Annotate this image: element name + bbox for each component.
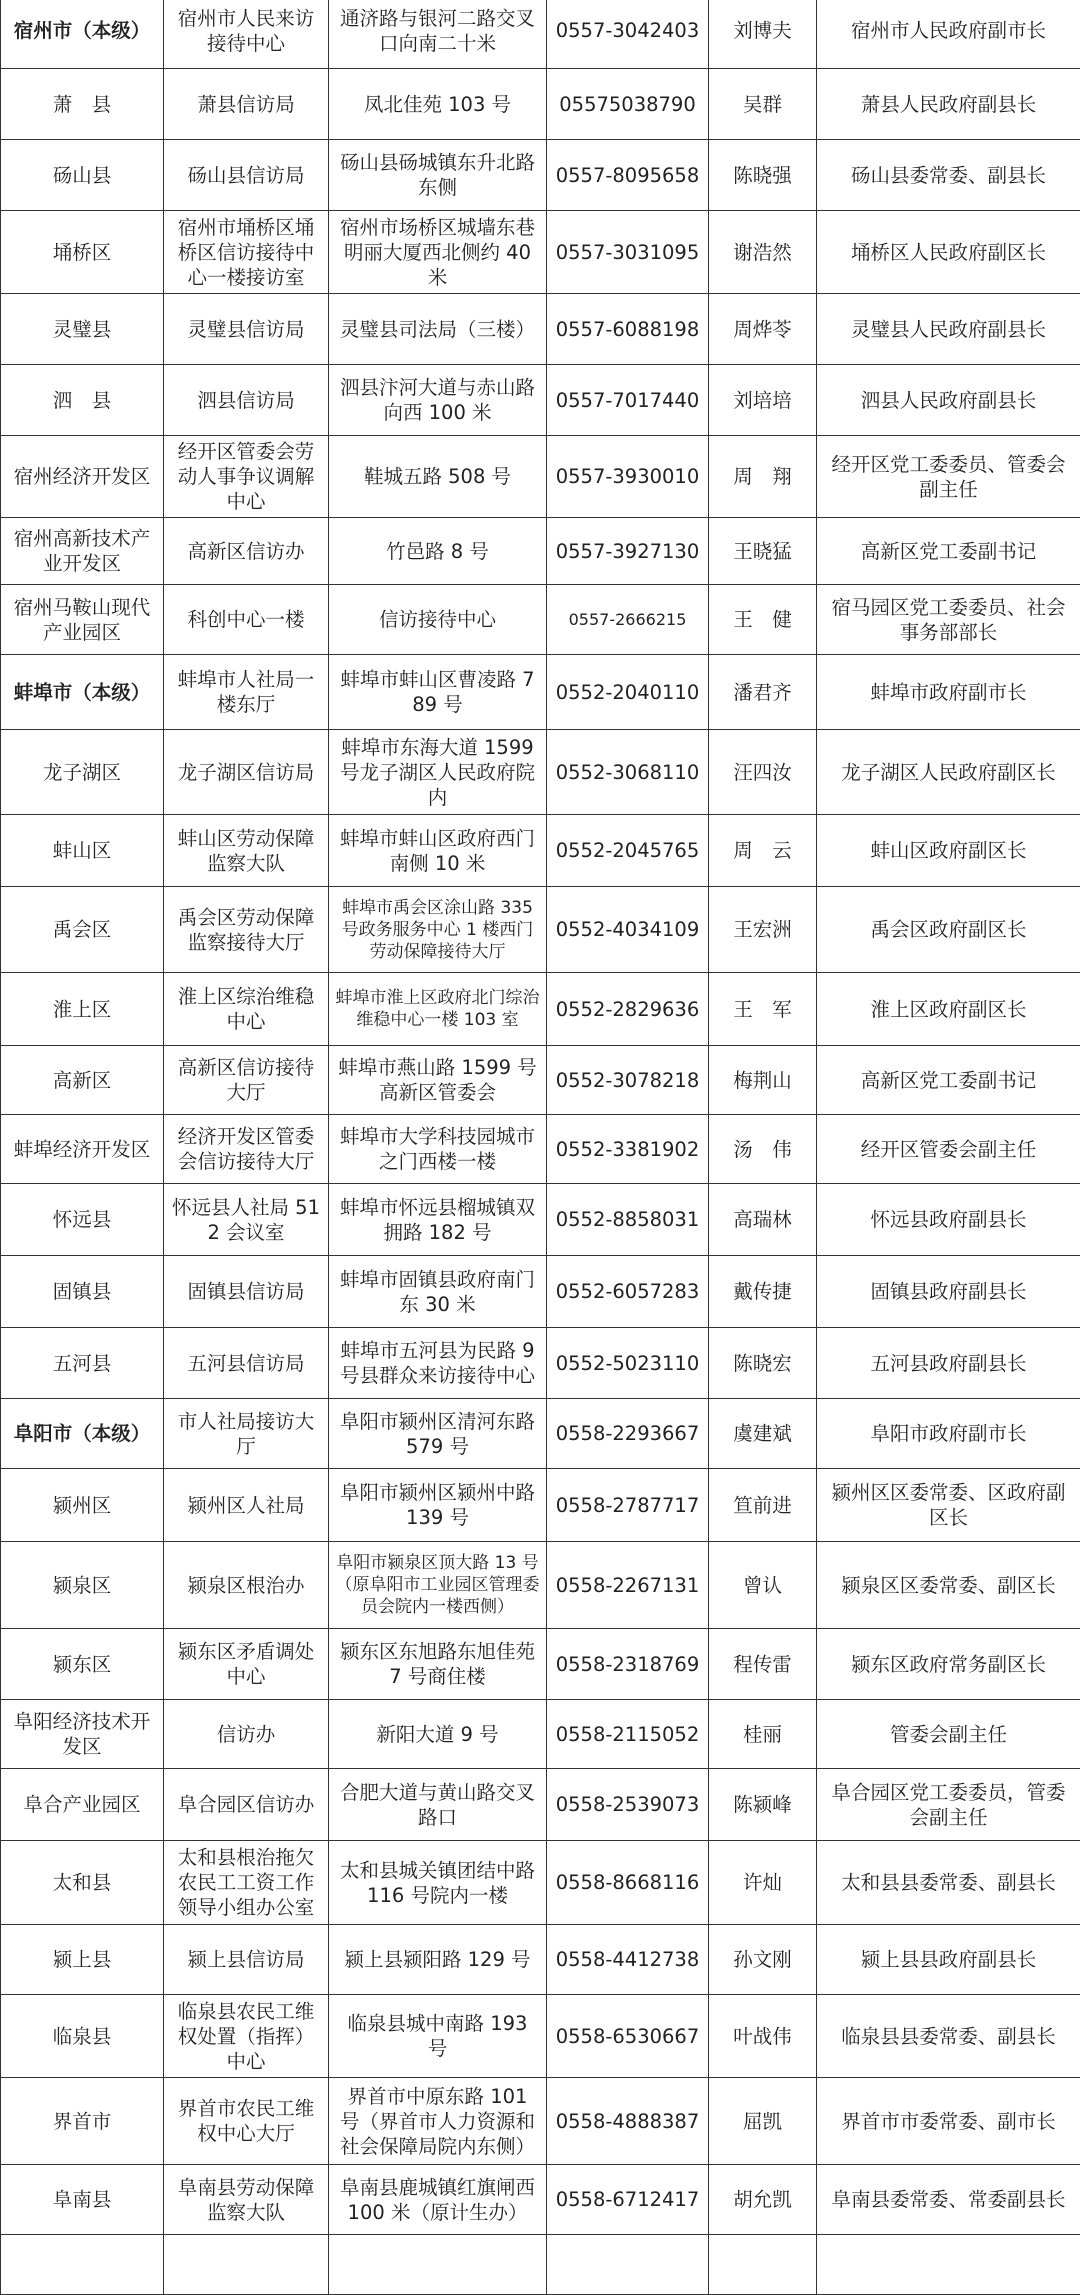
agency-cell: 颍东区矛盾调处中心 [164, 1629, 329, 1700]
agency-cell: 科创中心一楼 [164, 585, 329, 655]
person-cell: 王 军 [709, 973, 817, 1046]
address-cell: 蚌埠市蚌山区政府西门南侧 10 米 [329, 815, 547, 887]
address-cell: 阜阳市颍州区颍州中路 139 号 [329, 1469, 547, 1542]
region-cell: 五河县 [1, 1328, 164, 1399]
address-cell: 鞋城五路 508 号 [329, 436, 547, 518]
phone-cell: 0557-3031095 [547, 211, 709, 294]
region-cell: 颍东区 [1, 1629, 164, 1700]
agency-cell [164, 2235, 329, 2295]
title-cell: 太和县县委常委、副县长 [817, 1841, 1080, 1925]
person-cell [709, 2235, 817, 2295]
region-cell: 临泉县 [1, 1995, 164, 2078]
table-row [1, 585, 1080, 655]
person-cell: 程传雷 [709, 1629, 817, 1700]
region-cell: 颍泉区 [1, 1542, 164, 1629]
region-cell [1, 2235, 164, 2295]
phone-cell: 0558-4888387 [547, 2078, 709, 2165]
table-row [1, 294, 1080, 365]
title-cell: 临泉县县委常委、副县长 [817, 1995, 1080, 2078]
phone-cell: 0558-2267131 [547, 1542, 709, 1629]
table-row [1, 2165, 1080, 2235]
person-cell: 刘博夫 [709, 0, 817, 69]
table-row [1, 1399, 1080, 1469]
phone-cell: 0552-8858031 [547, 1184, 709, 1256]
phone-cell: 0552-2040110 [547, 655, 709, 730]
region-cell: 阜阳经济技术开发区 [1, 1700, 164, 1769]
person-cell: 叶战伟 [709, 1995, 817, 2078]
address-cell: 竹邑路 8 号 [329, 518, 547, 585]
phone-cell: 0558-2539073 [547, 1769, 709, 1841]
title-cell: 高新区党工委副书记 [817, 1046, 1080, 1115]
region-cell: 宿州马鞍山现代产业园区 [1, 585, 164, 655]
person-cell: 汪四汝 [709, 730, 817, 815]
address-cell [329, 2235, 547, 2295]
table-row [1, 518, 1080, 585]
table-row [1, 655, 1080, 730]
table-row [1, 1115, 1080, 1184]
phone-cell: 0552-3381902 [547, 1115, 709, 1184]
phone-cell: 0552-5023110 [547, 1328, 709, 1399]
title-cell: 阜南县委常委、常委副县长 [817, 2165, 1080, 2235]
person-cell: 屈凯 [709, 2078, 817, 2165]
agency-cell: 五河县信访局 [164, 1328, 329, 1399]
agency-cell: 宿州市埇桥区埇桥区信访接待中心一楼接访室 [164, 211, 329, 294]
region-cell: 蚌埠市（本级） [1, 655, 164, 730]
phone-cell: 05575038790 [547, 69, 709, 140]
table-row [1, 1256, 1080, 1328]
agency-cell: 宿州市人民来访接待中心 [164, 0, 329, 69]
region-cell: 龙子湖区 [1, 730, 164, 815]
phone-cell: 0558-2293667 [547, 1399, 709, 1469]
phone-cell: 0558-2318769 [547, 1629, 709, 1700]
title-cell [817, 2235, 1080, 2295]
person-cell: 陈晓宏 [709, 1328, 817, 1399]
title-cell: 宿马园区党工委委员、社会事务部部长 [817, 585, 1080, 655]
phone-cell: 0552-4034109 [547, 887, 709, 973]
title-cell: 颍州区区委常委、区政府副区长 [817, 1469, 1080, 1542]
agency-cell: 蚌山区劳动保障监察大队 [164, 815, 329, 887]
person-cell: 梅荆山 [709, 1046, 817, 1115]
title-cell: 泗县人民政府副县长 [817, 365, 1080, 436]
person-cell: 王晓猛 [709, 518, 817, 585]
person-cell: 周 翔 [709, 436, 817, 518]
address-cell: 灵璧县司法局（三楼） [329, 294, 547, 365]
address-cell: 蚌埠市禹会区涂山路 335 号政务服务中心 1 楼西门劳动保障接待大厅 [329, 887, 547, 973]
person-cell: 戴传捷 [709, 1256, 817, 1328]
address-cell: 太和县城关镇团结中路 116 号院内一楼 [329, 1841, 547, 1925]
region-cell: 砀山县 [1, 140, 164, 211]
region-cell: 颍州区 [1, 1469, 164, 1542]
table-row [1, 1184, 1080, 1256]
phone-cell: 0558-2115052 [547, 1700, 709, 1769]
table-row [1, 0, 1080, 69]
agency-cell: 蚌埠市人社局一楼东厅 [164, 655, 329, 730]
person-cell: 虞建斌 [709, 1399, 817, 1469]
title-cell: 蚌山区政府副区长 [817, 815, 1080, 887]
region-cell: 固镇县 [1, 1256, 164, 1328]
table-row [1, 1925, 1080, 1995]
region-cell: 阜南县 [1, 2165, 164, 2235]
title-cell: 砀山县委常委、副县长 [817, 140, 1080, 211]
address-cell: 新阳大道 9 号 [329, 1700, 547, 1769]
table-row [1, 1328, 1080, 1399]
agency-cell: 淮上区综治维稳中心 [164, 973, 329, 1046]
agency-cell: 颍上县信访局 [164, 1925, 329, 1995]
person-cell: 陈颍峰 [709, 1769, 817, 1841]
table-row [1, 2078, 1080, 2165]
agency-cell: 高新区信访接待大厅 [164, 1046, 329, 1115]
person-cell: 胡允凯 [709, 2165, 817, 2235]
table-row [1, 730, 1080, 815]
agency-cell: 临泉县农民工维权处置（指挥）中心 [164, 1995, 329, 2078]
title-cell: 阜阳市政府副市长 [817, 1399, 1080, 1469]
agency-cell: 固镇县信访局 [164, 1256, 329, 1328]
phone-cell [547, 2235, 709, 2295]
title-cell: 颍上县县政府副县长 [817, 1925, 1080, 1995]
address-cell: 合肥大道与黄山路交叉路口 [329, 1769, 547, 1841]
agency-cell: 阜南县劳动保障监察大队 [164, 2165, 329, 2235]
region-cell: 怀远县 [1, 1184, 164, 1256]
title-cell: 龙子湖区人民政府副区长 [817, 730, 1080, 815]
title-cell: 高新区党工委副书记 [817, 518, 1080, 585]
region-cell: 阜合产业园区 [1, 1769, 164, 1841]
agency-cell: 阜合园区信访办 [164, 1769, 329, 1841]
agency-cell: 信访办 [164, 1700, 329, 1769]
agency-cell: 经开区管委会劳动人事争议调解中心 [164, 436, 329, 518]
address-cell: 蚌埠市固镇县政府南门东 30 米 [329, 1256, 547, 1328]
address-cell: 蚌埠市怀远县榴城镇双拥路 182 号 [329, 1184, 547, 1256]
title-cell: 界首市市委常委、副市长 [817, 2078, 1080, 2165]
agency-cell: 怀远县人社局 512 会议室 [164, 1184, 329, 1256]
person-cell: 陈晓强 [709, 140, 817, 211]
person-cell: 笪前进 [709, 1469, 817, 1542]
address-cell: 蚌埠市淮上区政府北门综治维稳中心一楼 103 室 [329, 973, 547, 1046]
title-cell: 经开区党工委委员、管委会副主任 [817, 436, 1080, 518]
person-cell: 吴群 [709, 69, 817, 140]
person-cell: 孙文刚 [709, 1925, 817, 1995]
address-cell: 阜阳市颍州区清河东路 579 号 [329, 1399, 547, 1469]
title-cell: 固镇县政府副县长 [817, 1256, 1080, 1328]
title-cell: 经开区管委会副主任 [817, 1115, 1080, 1184]
agency-cell: 经济开发区管委会信访接待大厅 [164, 1115, 329, 1184]
table-row [1, 1542, 1080, 1629]
agency-cell: 禹会区劳动保障监察接待大厅 [164, 887, 329, 973]
person-cell: 曾认 [709, 1542, 817, 1629]
address-cell: 蚌埠市大学科技园城市之门西楼一楼 [329, 1115, 547, 1184]
address-cell: 阜阳市颍泉区顶大路 13 号（原阜阳市工业园区管理委员会院内一楼西侧） [329, 1542, 547, 1629]
address-cell: 凤北佳苑 103 号 [329, 69, 547, 140]
person-cell: 王宏洲 [709, 887, 817, 973]
address-cell: 蚌埠市东海大道 1599 号龙子湖区人民政府院内 [329, 730, 547, 815]
address-cell: 颍东区东旭路东旭佳苑 7 号商住楼 [329, 1629, 547, 1700]
agency-cell: 界首市农民工维权中心大厅 [164, 2078, 329, 2165]
person-cell: 高瑞林 [709, 1184, 817, 1256]
table-row [1, 1046, 1080, 1115]
title-cell: 蚌埠市政府副市长 [817, 655, 1080, 730]
title-cell: 阜合园区党工委委员，管委会副主任 [817, 1769, 1080, 1841]
region-cell: 禹会区 [1, 887, 164, 973]
table-row [1, 887, 1080, 973]
phone-cell: 0552-3078218 [547, 1046, 709, 1115]
region-cell: 萧 县 [1, 69, 164, 140]
agency-cell: 太和县根治拖欠农民工工资工作领导小组办公室 [164, 1841, 329, 1925]
phone-cell: 0558-6712417 [547, 2165, 709, 2235]
table-row [1, 1995, 1080, 2078]
table-row [1, 365, 1080, 436]
phone-cell: 0552-6057283 [547, 1256, 709, 1328]
phone-cell: 0557-3042403 [547, 0, 709, 69]
address-cell: 蚌埠市燕山路 1599 号高新区管委会 [329, 1046, 547, 1115]
person-cell: 桂丽 [709, 1700, 817, 1769]
table-row [1, 1469, 1080, 1542]
table-row [1, 973, 1080, 1046]
person-cell: 周烨苓 [709, 294, 817, 365]
region-cell: 颍上县 [1, 1925, 164, 1995]
phone-cell: 0552-2045765 [547, 815, 709, 887]
title-cell: 颍泉区区委常委、副区长 [817, 1542, 1080, 1629]
person-cell: 周 云 [709, 815, 817, 887]
person-cell: 王 健 [709, 585, 817, 655]
title-cell: 淮上区政府副区长 [817, 973, 1080, 1046]
phone-cell: 0557-2666215 [547, 585, 709, 655]
agency-cell: 高新区信访办 [164, 518, 329, 585]
phone-cell: 0557-7017440 [547, 365, 709, 436]
table-row [1, 2235, 1080, 2295]
region-cell: 阜阳市（本级） [1, 1399, 164, 1469]
person-cell: 许灿 [709, 1841, 817, 1925]
title-cell: 宿州市人民政府副市长 [817, 0, 1080, 69]
contact-table-body [1, 0, 1080, 2295]
agency-cell: 颍州区人社局 [164, 1469, 329, 1542]
region-cell: 灵璧县 [1, 294, 164, 365]
table-row [1, 815, 1080, 887]
table-row [1, 140, 1080, 211]
agency-cell: 市人社局接访大厅 [164, 1399, 329, 1469]
region-cell: 埇桥区 [1, 211, 164, 294]
address-cell: 通济路与银河二路交叉口向南二十米 [329, 0, 547, 69]
address-cell: 颍上县颍阳路 129 号 [329, 1925, 547, 1995]
agency-cell: 颍泉区根治办 [164, 1542, 329, 1629]
table-row [1, 436, 1080, 518]
person-cell: 汤 伟 [709, 1115, 817, 1184]
title-cell: 埇桥区人民政府副区长 [817, 211, 1080, 294]
phone-cell: 0558-8668116 [547, 1841, 709, 1925]
address-cell: 界首市中原东路 101 号（界首市人力资源和社会保障局院内东侧） [329, 2078, 547, 2165]
address-cell: 蚌埠市五河县为民路 9 号县群众来访接待中心 [329, 1328, 547, 1399]
phone-cell: 0558-4412738 [547, 1925, 709, 1995]
address-cell: 砀山县砀城镇东升北路东侧 [329, 140, 547, 211]
phone-cell: 0557-3930010 [547, 436, 709, 518]
region-cell: 蚌山区 [1, 815, 164, 887]
agency-cell: 灵璧县信访局 [164, 294, 329, 365]
region-cell: 宿州高新技术产业开发区 [1, 518, 164, 585]
person-cell: 潘君齐 [709, 655, 817, 730]
table-row [1, 69, 1080, 140]
phone-cell: 0557-6088198 [547, 294, 709, 365]
region-cell: 太和县 [1, 1841, 164, 1925]
region-cell: 宿州市（本级） [1, 0, 164, 69]
region-cell: 蚌埠经济开发区 [1, 1115, 164, 1184]
address-cell: 蚌埠市蚌山区曹凌路 789 号 [329, 655, 547, 730]
address-cell: 临泉县城中南路 193 号 [329, 1995, 547, 2078]
title-cell: 怀远县政府副县长 [817, 1184, 1080, 1256]
title-cell: 颍东区政府常务副区长 [817, 1629, 1080, 1700]
agency-cell: 龙子湖区信访局 [164, 730, 329, 815]
table-row [1, 1700, 1080, 1769]
title-cell: 禹会区政府副区长 [817, 887, 1080, 973]
address-cell: 阜南县鹿城镇红旗闸西 100 米（原计生办） [329, 2165, 547, 2235]
table-row [1, 1629, 1080, 1700]
title-cell: 灵璧县人民政府副县长 [817, 294, 1080, 365]
title-cell: 萧县人民政府副县长 [817, 69, 1080, 140]
region-cell: 界首市 [1, 2078, 164, 2165]
agency-cell: 砀山县信访局 [164, 140, 329, 211]
region-cell: 泗 县 [1, 365, 164, 436]
phone-cell: 0558-2787717 [547, 1469, 709, 1542]
phone-cell: 0552-2829636 [547, 973, 709, 1046]
title-cell: 管委会副主任 [817, 1700, 1080, 1769]
region-cell: 淮上区 [1, 973, 164, 1046]
address-cell: 泗县汴河大道与赤山路向西 100 米 [329, 365, 547, 436]
person-cell: 刘培培 [709, 365, 817, 436]
address-cell: 宿州市场桥区城墙东巷明丽大厦西北侧约 40 米 [329, 211, 547, 294]
region-cell: 高新区 [1, 1046, 164, 1115]
person-cell: 谢浩然 [709, 211, 817, 294]
table-row [1, 1841, 1080, 1925]
table-row [1, 211, 1080, 294]
phone-cell: 0557-3927130 [547, 518, 709, 585]
table-row [1, 1769, 1080, 1841]
region-cell: 宿州经济开发区 [1, 436, 164, 518]
address-cell: 信访接待中心 [329, 585, 547, 655]
agency-cell: 泗县信访局 [164, 365, 329, 436]
phone-cell: 0552-3068110 [547, 730, 709, 815]
agency-cell: 萧县信访局 [164, 69, 329, 140]
phone-cell: 0557-8095658 [547, 140, 709, 211]
title-cell: 五河县政府副县长 [817, 1328, 1080, 1399]
phone-cell: 0558-6530667 [547, 1995, 709, 2078]
